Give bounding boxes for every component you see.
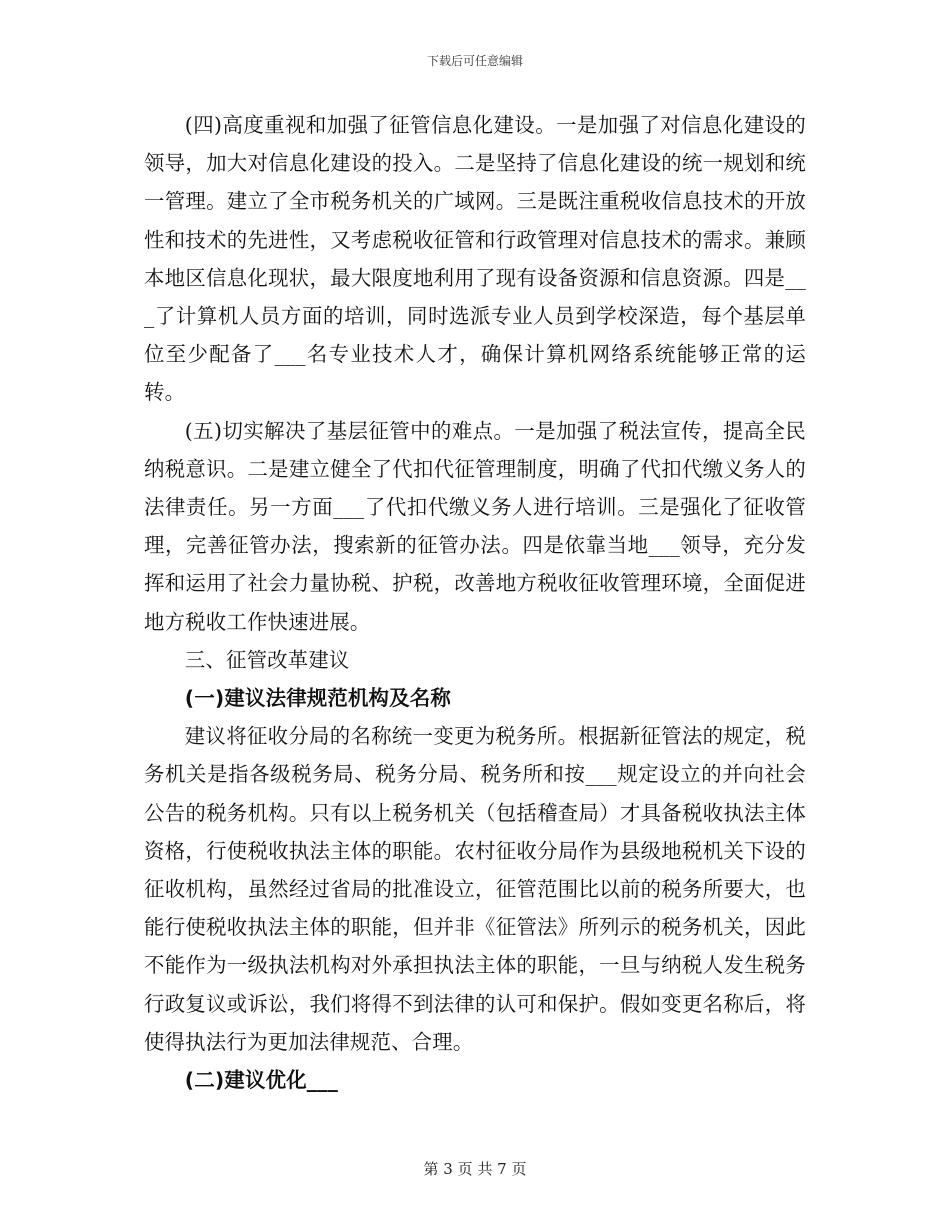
page-footer: 第 3 页 共 7 页 (423, 1160, 527, 1178)
section-three-title: 三、征管改革建议 (184, 647, 350, 672)
paragraph-subsection-one: 建议将征收分局的名称统一变更为税务所。根据新征管法的规定，税务机关是指各级税务局、税务分局、税务所和按___规定设立的并向社会公告的税务机构。只有以上税务机关（包括稽查局）才具备税收执法主体资格，行使税收执法主体的职能。农村征收分局作为县级地税机关下设的征收机构，虽然经过省局的批准设立，征管范围比以前的税务所要大，也能行使税收执法主体的职能，但并非《征管法》所列示的税务机关，因此不能作为一级执法机构对外承担执法主体的职能，一旦与纳税人发生税务行政复议或诉讼，我们将得不到法律的认可和保护。假如变更名称后，将使得执法行为更加法律规范、合理。 (144, 724, 806, 1054)
subsection-two-title: (二)建议优化___ (184, 1068, 338, 1093)
paragraph-five: (五)切实解决了基层征管中的难点。一是加强了税法宣传，提高全民纳税意识。二是建立健全了代扣代征管理制度，明确了代扣代缴义务人的法律责任。另一方面___了代扣代缴义务人进行培训。三是强化了征收管理，完善征管办法，搜索新的征管办法。四是依靠当地___领导，充分发挥和运用了社会力量协税、护税，改善地方税收征收管理环境，全面促进地方税收工作快速进展。 (144, 418, 806, 634)
subsection-one-title: (一)建议法律规范机构及名称 (184, 686, 451, 711)
paragraph-four: (四)高度重视和加强了征管信息化建设。一是加强了对信息化建设的领导，加大对信息化建设的投入。二是坚持了信息化建设的统一规划和统一管理。建立了全市税务机关的广域网。三是既注重税收信息技术的开放性和技术的先进性，又考虑税收征管和行政管理对信息技术的需求。兼顾本地区信息化现状，最大限度地利用了现有设备资源和信息资源。四是___了计算机人员方面的培训，同时选派专业人员到学校深造，每个基层单位至少配备了___名专业技术人才，确保计算机网络系统能够正常的运转。 (144, 113, 806, 405)
page-header: 下载后可任意编辑 (426, 54, 523, 68)
document-body (144, 106, 806, 1099)
